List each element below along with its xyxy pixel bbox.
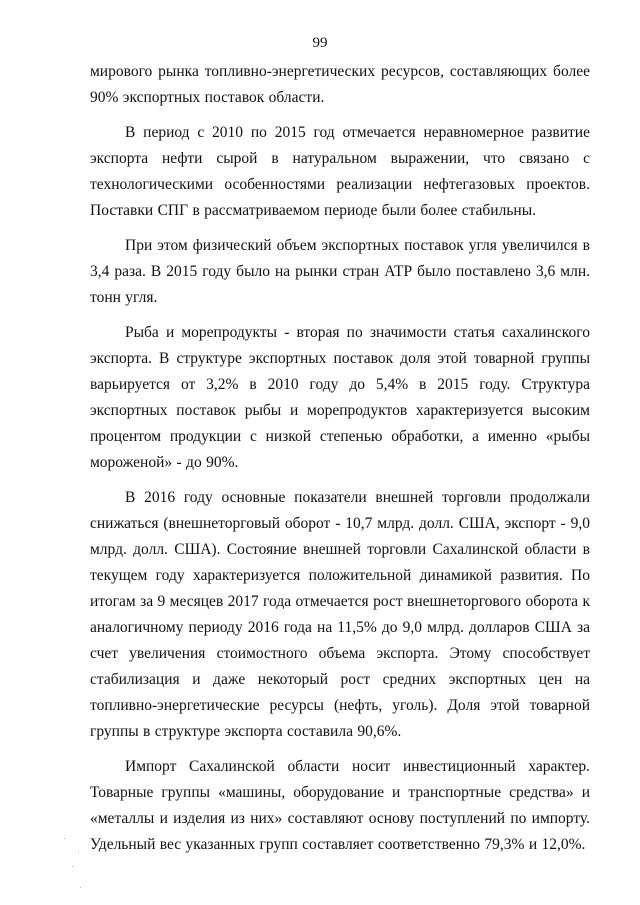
paragraph-continuation: мирового рынка топливно-энергетических ресурсов, составляющих более 90% экспортных поставок области. <box>90 63 590 106</box>
scan-speck <box>78 851 79 852</box>
scan-speck <box>64 838 65 839</box>
paragraph-import: Импорт Сахалинской области носит инвестиционный характер. Товарные группы «машины, оборудование и транспортные средства» и «металлы и изделия из них» составляют основу поступлений по импорту. Удельный вес указанных групп составляет соответственно 79,3% и 12,0%. <box>90 758 590 853</box>
page-number: 99 <box>312 35 328 51</box>
paragraph-oil-export: В период с 2010 по 2015 год отмечается неравномерное развитие экспорта нефти сырой в натуральном выражении, что связано с технологическими особенностями реализации нефтегазовых проектов. Поставки СПГ в рассматриваемом периоде были более стабильны. <box>90 124 590 219</box>
paragraph-coal-export: При этом физический объем экспортных поставок угля увеличился в 3,4 раза. В 2015 году было на рынки стран АТР было поставлено 3,6 млн. тонн угля. <box>90 237 590 306</box>
body-text <box>90 59 590 867</box>
scan-speck <box>72 866 73 867</box>
paragraph-fish-export: Рыба и морепродукты - вторая по значимости статья сахалинского экспорта. В структуре экспортных поставок доля этой товарной группы варьируется от 3,2% в 2010 году до 5,4% в 2015 году. Структура экспортных поставок рыбы и морепродуктов характеризуется высоким процентом продукции с низкой степенью обработки, а именно «рыбы мороженой» - до 90%. <box>90 324 590 471</box>
paragraph-foreign-trade-2016: В 2016 году основные показатели внешней торговли продолжали снижаться (внешнеторговый оборот - 10,7 млрд. долл. США, экспорт - 9,0 млрд. долл. США). Состояние внешней торговли Сахалинской области в текущем году характеризуется положительной динамикой развития. По итогам за 9 месяцев 2017 года отмечается рост внешнеторгового оборота к аналогичному периоду 2016 года на 11,5% до 9,0 млрд. долларов США за счет увеличения стоимостного объема экспорта. Этому способствует стабилизация и даже некоторый рост средних экспортных цен на топливно-энергетические ресурсы (нефть, уголь). Доля этой товарной группы в структуре экспорта составила 90,6%. <box>90 489 590 740</box>
scan-speck <box>80 887 81 888</box>
